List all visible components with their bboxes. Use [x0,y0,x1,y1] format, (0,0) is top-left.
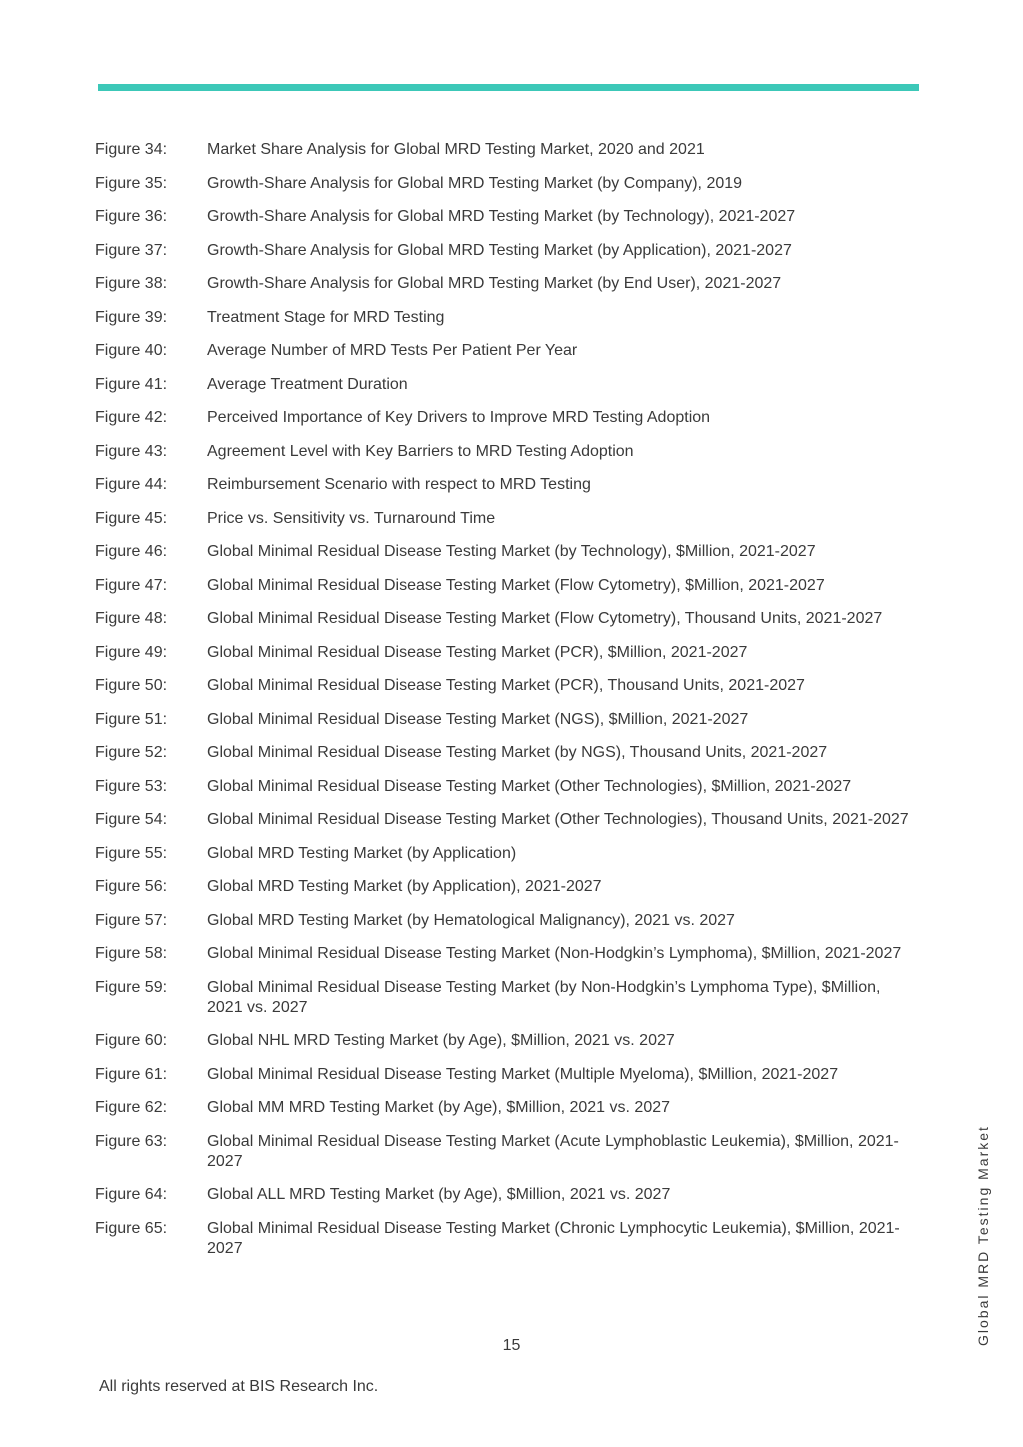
figure-number: Figure 60: [95,1032,168,1049]
figure-title: Global Minimal Residual Disease Testing Market (Non-Hodgkin’s Lymphoma), $Million, 2021-2027 [207,945,902,962]
figure-number: Figure 64: [95,1186,168,1203]
figure-entry [95,743,925,763]
figure-entry [95,274,925,294]
figure-entry [95,1031,925,1051]
header-accent-bar [98,84,919,91]
figure-title: Growth-Share Analysis for Global MRD Testing Market (by Application), 2021-2027 [207,241,792,259]
figure-entry [95,643,925,663]
figure-title: Global MRD Testing Market (by Application) [207,844,517,862]
figure-entry [95,1098,925,1118]
figure-entry [95,1185,925,1205]
figure-entry [95,609,925,629]
figure-title: Average Treatment Duration [207,375,408,393]
figure-number: Figure 57: [95,911,168,929]
figure-title: Global Minimal Residual Disease Testing Market (PCR), Thousand Units, 2021-2027 [207,677,805,694]
figure-number: Figure 53: [95,777,168,795]
figure-number: Figure 42: [95,409,168,426]
figure-number: Figure 62: [95,1099,168,1116]
figure-title: Global Minimal Residual Disease Testing Market (PCR), $Million, 2021-2027 [207,643,748,661]
figure-number: Figure 61: [95,1065,168,1083]
figure-title: Growth-Share Analysis for Global MRD Testing Market (by Technology), 2021-2027 [207,208,796,225]
figure-number: Figure 54: [95,811,168,828]
figure-title: Average Number of MRD Tests Per Patient Per Year [207,342,578,359]
figure-entry [95,877,925,897]
figure-number: Figure 65: [95,1219,168,1237]
figure-title: Perceived Importance of Key Drivers to Improve MRD Testing Adoption [207,409,711,426]
figure-number: Figure 55: [95,844,168,862]
figure-number: Figure 49: [95,643,168,661]
figure-title: Treatment Stage for MRD Testing [207,308,445,326]
figure-number: Figure 34: [95,141,168,158]
figure-number: Figure 36: [95,208,168,225]
figure-entry [95,542,925,562]
figure-entry [95,140,925,160]
figure-number: Figure 43: [95,442,168,460]
figure-number: Figure 48: [95,610,168,627]
figure-title: Global Minimal Residual Disease Testing Market (Chronic Lymphocytic Leukemia), $Million, 2021-2027 [207,1219,900,1257]
figure-entry [95,810,925,830]
figure-entry [95,777,925,797]
figure-entry [95,308,925,328]
figure-number: Figure 38: [95,275,168,292]
figure-title: Global Minimal Residual Disease Testing Market (by NGS), Thousand Units, 2021-2027 [207,744,828,761]
figure-title: Reimbursement Scenario with respect to MRD Testing [207,476,591,493]
figure-number: Figure 35: [95,174,168,192]
figure-entry [95,1065,925,1085]
figure-title: Agreement Level with Key Barriers to MRD Testing Adoption [207,442,634,460]
figure-title: Market Share Analysis for Global MRD Testing Market, 2020 and 2021 [207,141,705,158]
figure-title: Global MRD Testing Market (by Application), 2021-2027 [207,878,602,895]
figure-number: Figure 56: [95,878,168,895]
figure-number: Figure 52: [95,744,168,761]
figure-title: Global Minimal Residual Disease Testing Market (Flow Cytometry), Thousand Units, 2021-2027 [207,610,883,627]
figure-number: Figure 44: [95,476,168,493]
figure-entry [95,1132,925,1172]
figure-entry [95,978,925,1018]
side-running-title: Global MRD Testing Market [975,1125,991,1346]
figure-number: Figure 47: [95,576,168,594]
figure-number: Figure 37: [95,241,168,259]
figure-number: Figure 41: [95,375,168,393]
figure-title: Growth-Share Analysis for Global MRD Testing Market (by Company), 2019 [207,174,743,192]
figure-title: Price vs. Sensitivity vs. Turnaround Time [207,509,496,527]
figure-title: Global Minimal Residual Disease Testing Market (Multiple Myeloma), $Million, 2021-2027 [207,1065,839,1083]
figure-entry [95,911,925,931]
figure-number: Figure 39: [95,308,168,326]
figure-entry [95,676,925,696]
figure-entry [95,944,925,964]
figure-title: Global Minimal Residual Disease Testing Market (Other Technologies), Thousand Units, 2021-2027 [207,811,909,828]
footer-copyright: All rights reserved at BIS Research Inc. [99,1378,379,1395]
figure-number: Figure 46: [95,543,168,560]
figure-entry [95,576,925,596]
figure-entry [95,375,925,395]
figure-title: Global Minimal Residual Disease Testing Market (NGS), $Million, 2021-2027 [207,710,749,728]
figure-entry [95,710,925,730]
figure-entry [95,442,925,462]
figure-title: Global Minimal Residual Disease Testing Market (Other Technologies), $Million, 2021-2027 [207,777,852,795]
figure-title: Global Minimal Residual Disease Testing Market (Acute Lymphoblastic Leukemia), $Million, 2021-2027 [207,1132,899,1170]
figure-entry [95,341,925,361]
figure-entry [95,241,925,261]
figure-title: Global MM MRD Testing Market (by Age), $Million, 2021 vs. 2027 [207,1099,671,1116]
figure-number: Figure 63: [95,1132,168,1150]
figure-number: Figure 45: [95,509,168,527]
figure-entry [95,207,925,227]
list-of-figures [95,140,925,1272]
figure-number: Figure 58: [95,945,168,962]
figure-entry [95,844,925,864]
figure-number: Figure 50: [95,677,168,694]
figure-entry [95,174,925,194]
figure-number: Figure 40: [95,342,168,359]
figure-title: Global MRD Testing Market (by Hematological Malignancy), 2021 vs. 2027 [207,911,735,929]
figure-title: Global ALL MRD Testing Market (by Age), $Million, 2021 vs. 2027 [207,1186,671,1203]
figure-entry [95,1219,925,1259]
figure-title: Global Minimal Residual Disease Testing Market (by Technology), $Million, 2021-2027 [207,543,816,560]
figure-title: Global Minimal Residual Disease Testing Market (Flow Cytometry), $Million, 2021-2027 [207,576,825,594]
figure-number: Figure 51: [95,710,168,728]
figure-entry [95,408,925,428]
page-number: 15 [502,1337,521,1354]
figure-entry [95,475,925,495]
figure-number: Figure 59: [95,978,168,996]
figure-title: Growth-Share Analysis for Global MRD Testing Market (by End User), 2021-2027 [207,275,782,292]
figure-title: Global NHL MRD Testing Market (by Age), $Million, 2021 vs. 2027 [207,1032,675,1049]
figure-title: Global Minimal Residual Disease Testing Market (by Non-Hodgkin’s Lymphoma Type), $Million, 2021 vs. 2027 [207,978,881,1016]
figure-entry [95,509,925,529]
